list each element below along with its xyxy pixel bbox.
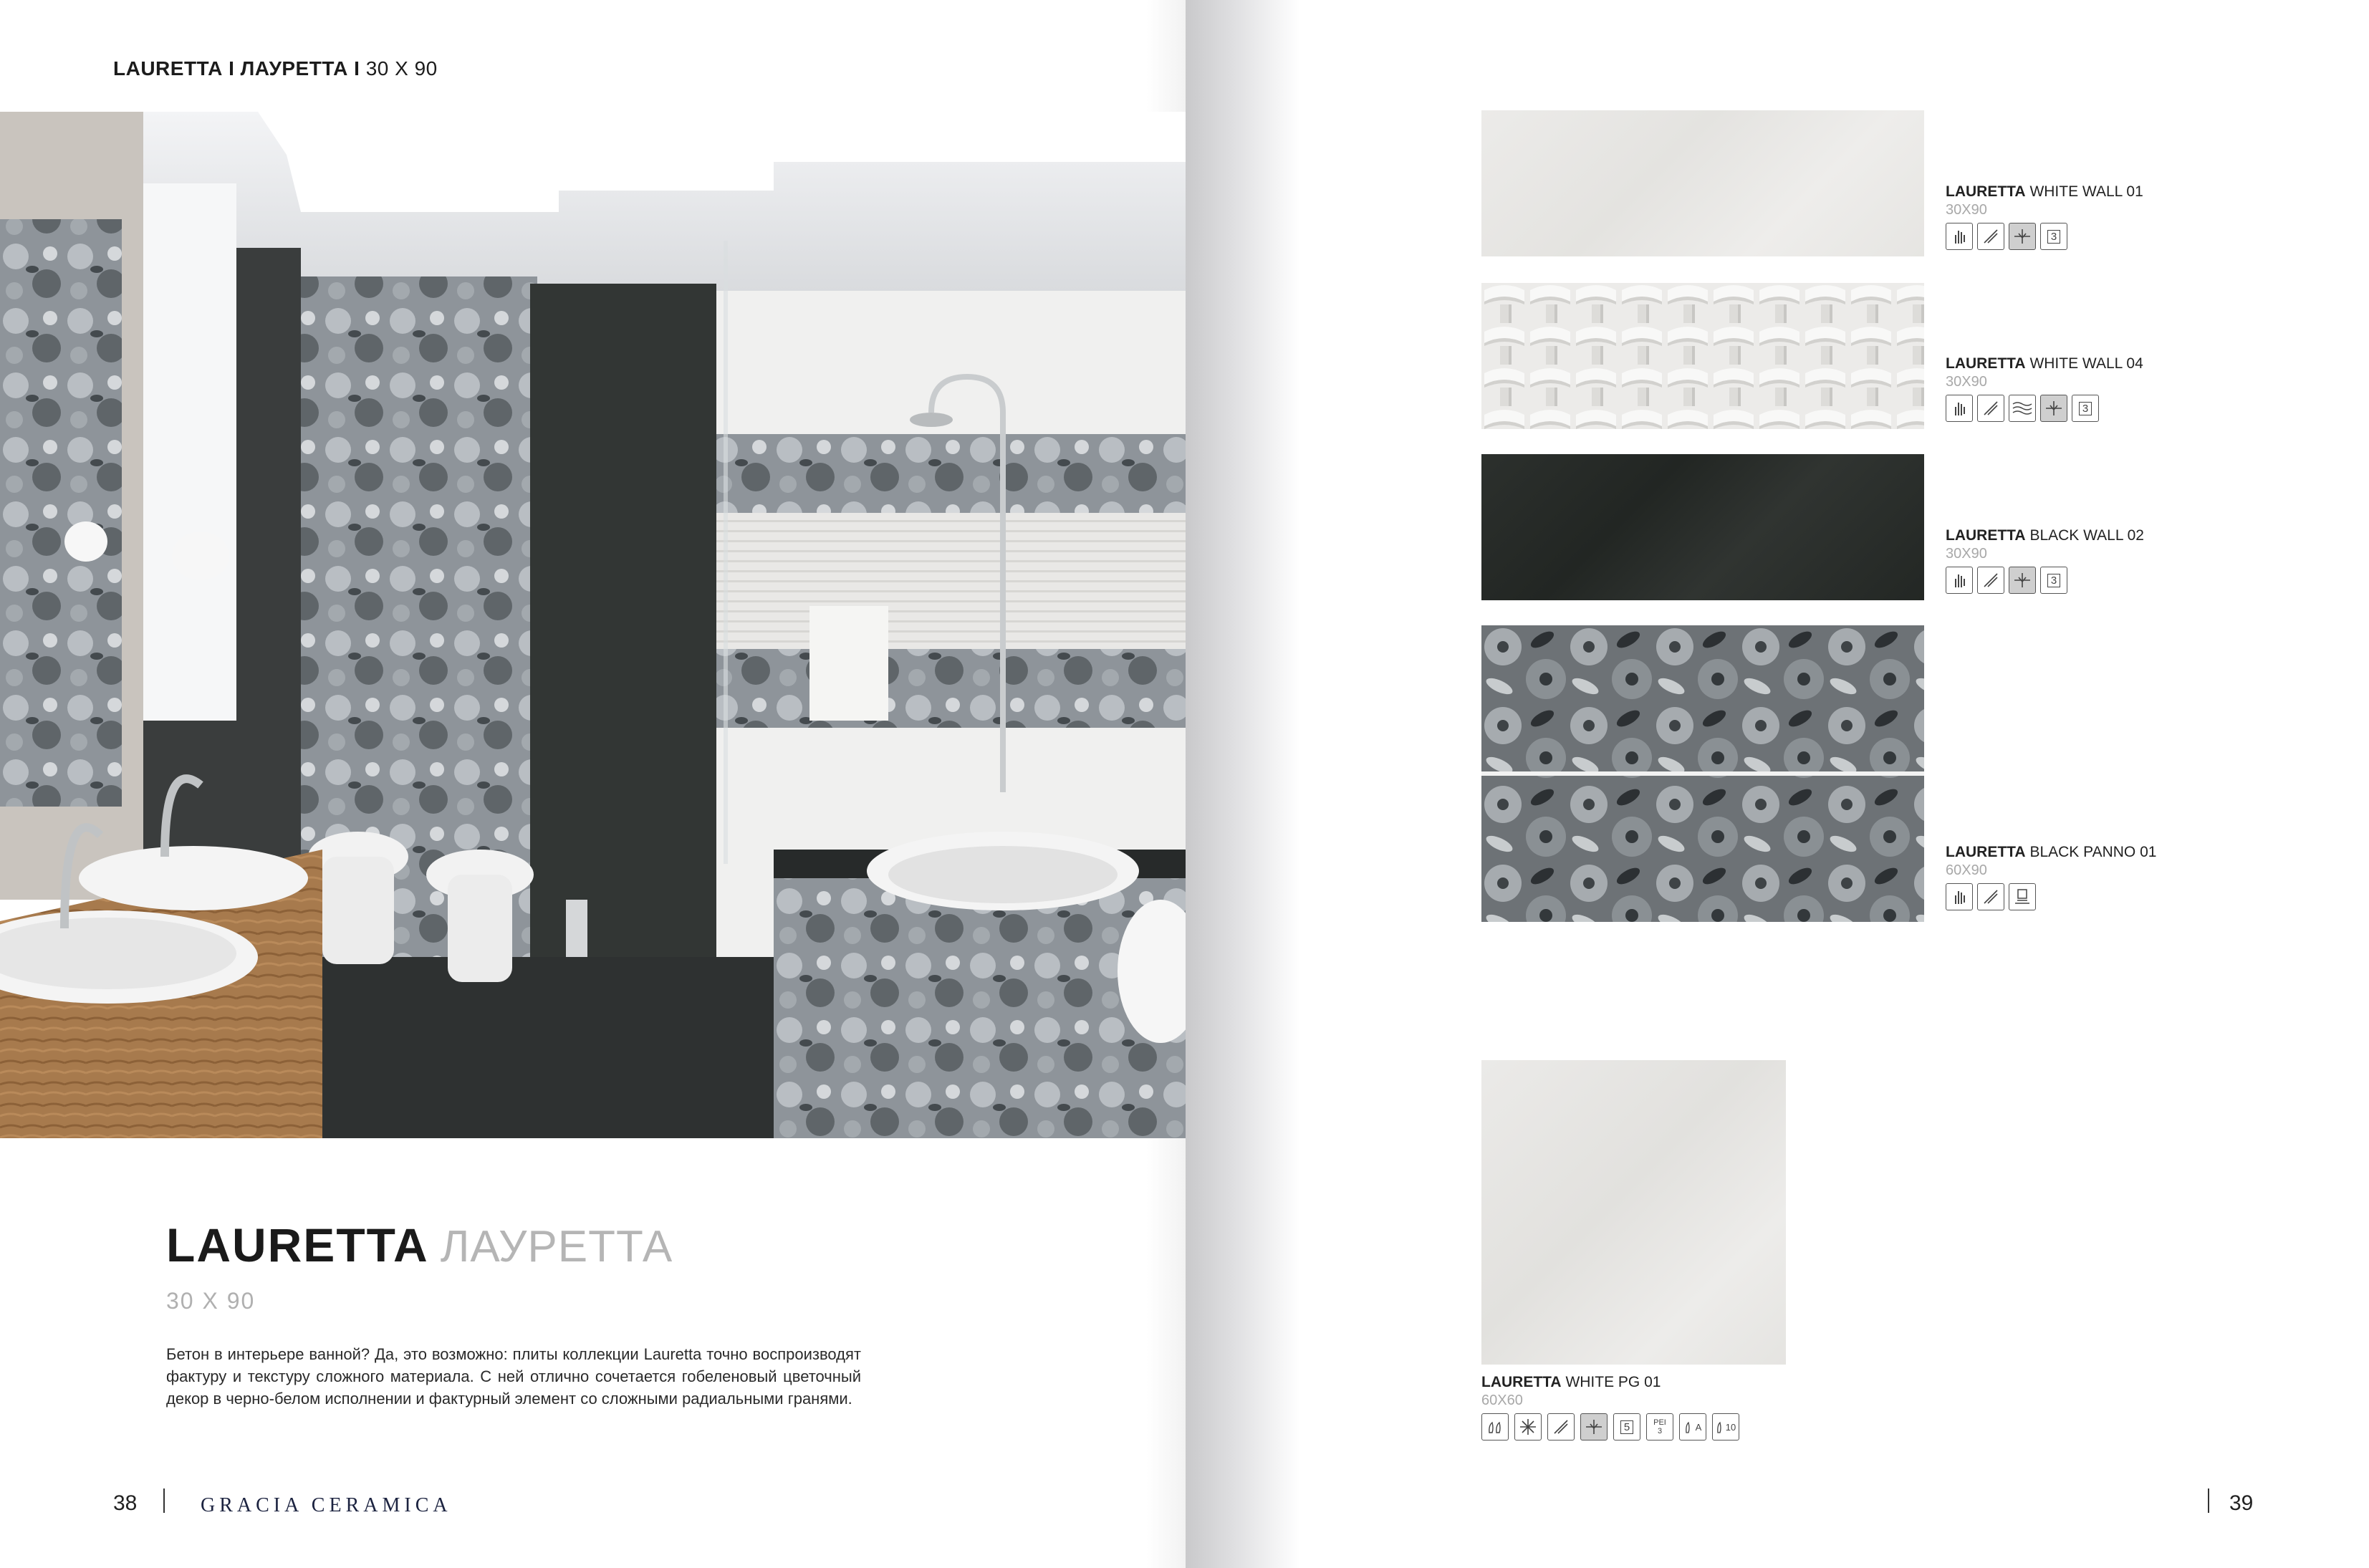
header-size: 30 X 90 (365, 57, 438, 80)
tile-black-wall-02 (1481, 454, 1924, 600)
product-icons (1946, 395, 2143, 422)
title-main: LAURETTA (166, 1218, 429, 1271)
hand-icon (1946, 395, 1973, 422)
title-size: 30 X 90 (166, 1288, 256, 1314)
product-name: BLACK PANNO 01 (2029, 844, 2157, 860)
product-label-black-panno-01 (1946, 844, 2156, 910)
page-number-right: 39 (2229, 1491, 2254, 1515)
grade-3-icon: 3 (2072, 395, 2099, 422)
product-size: 60X60 (1481, 1393, 1523, 1408)
polish-icon (1977, 223, 2004, 250)
product-icons (1946, 567, 2144, 594)
product-label-white-wall-04 (1946, 355, 2143, 422)
product-name: WHITE PG 01 (1565, 1374, 1661, 1390)
rectified-icon (2009, 223, 2036, 250)
product-name: BLACK WALL 02 (2029, 527, 2144, 544)
product-label-white-wall-01 (1946, 183, 2143, 250)
footer-divider-left (163, 1488, 165, 1513)
title-ru: ЛАУРЕТТА (440, 1222, 673, 1271)
product-icons (1946, 223, 2143, 250)
header-collection-ru: ЛАУРЕТТА (240, 57, 348, 80)
brand-name: GRACIA CERAMICA (201, 1494, 452, 1516)
header-separator: I (229, 57, 235, 80)
product-size: 30X90 (1946, 546, 1987, 562)
frost-icon (1514, 1413, 1542, 1440)
rectified-icon (1580, 1413, 1608, 1440)
product-brand: LAURETTA (1481, 1374, 1562, 1390)
tile-black-panno-01 (1481, 625, 1924, 922)
header-separator-2: I (354, 57, 360, 80)
anti-slip-10-icon: 10 (1712, 1413, 1739, 1440)
pei-3-icon: PEI 3 (1646, 1413, 1673, 1440)
relief-icon (2009, 395, 2036, 422)
tile-white-wall-04 (1481, 283, 1924, 429)
gutter-shadow (1186, 0, 1300, 1568)
rectified-icon (2009, 567, 2036, 594)
polish-icon (1547, 1413, 1575, 1440)
product-brand: LAURETTA (1946, 844, 2026, 860)
hand-icon (1946, 883, 1973, 910)
rectified-icon (2040, 395, 2067, 422)
tile-white-wall-01 (1481, 110, 1924, 256)
product-brand: LAURETTA (1946, 183, 2026, 200)
hand-icon (1481, 1413, 1509, 1440)
polish-icon (1977, 883, 2004, 910)
product-name: WHITE WALL 04 (2029, 355, 2143, 372)
page-number-left: 38 (113, 1491, 138, 1515)
slip-a-icon: A (1679, 1413, 1706, 1440)
hand-icon (1946, 567, 1973, 594)
product-icons (1481, 1413, 1739, 1440)
page-header (113, 57, 438, 80)
grade-3-icon: 3 (2040, 567, 2067, 594)
header-collection: LAURETTA (113, 57, 223, 80)
product-label-black-wall-02 (1946, 527, 2144, 594)
product-label-white-pg-01 (1481, 1374, 1739, 1440)
hand-icon (1946, 223, 1973, 250)
product-size: 60X90 (1946, 862, 1987, 878)
polish-icon (1977, 567, 2004, 594)
product-icons (1946, 883, 2156, 910)
grade-5-icon: 5 (1613, 1413, 1640, 1440)
bathroom-interior-photo (0, 112, 1186, 1138)
product-brand: LAURETTA (1946, 355, 2026, 372)
grade-3-icon: 3 (2040, 223, 2067, 250)
decor-icon (2009, 883, 2036, 910)
product-brand: LAURETTA (1946, 527, 2026, 544)
product-size: 30X90 (1946, 202, 1987, 218)
footer-divider-right (2208, 1488, 2209, 1513)
polish-icon (1977, 395, 2004, 422)
product-name: WHITE WALL 01 (2029, 183, 2143, 200)
collection-description: Бетон в интерьере ванной? Да, это возможно: плиты коллекции Lauretta точно воспроизводят фактуру и текстуру сложного материала. С ней отлично сочетается гобеленовый цветочный декор в черно-белом исполнении и фактурный элемент со сложными радиальными гранями. (166, 1345, 861, 1408)
tile-white-pg-01 (1481, 1060, 1786, 1365)
collection-title (166, 1218, 673, 1272)
product-size: 30X90 (1946, 374, 1987, 390)
